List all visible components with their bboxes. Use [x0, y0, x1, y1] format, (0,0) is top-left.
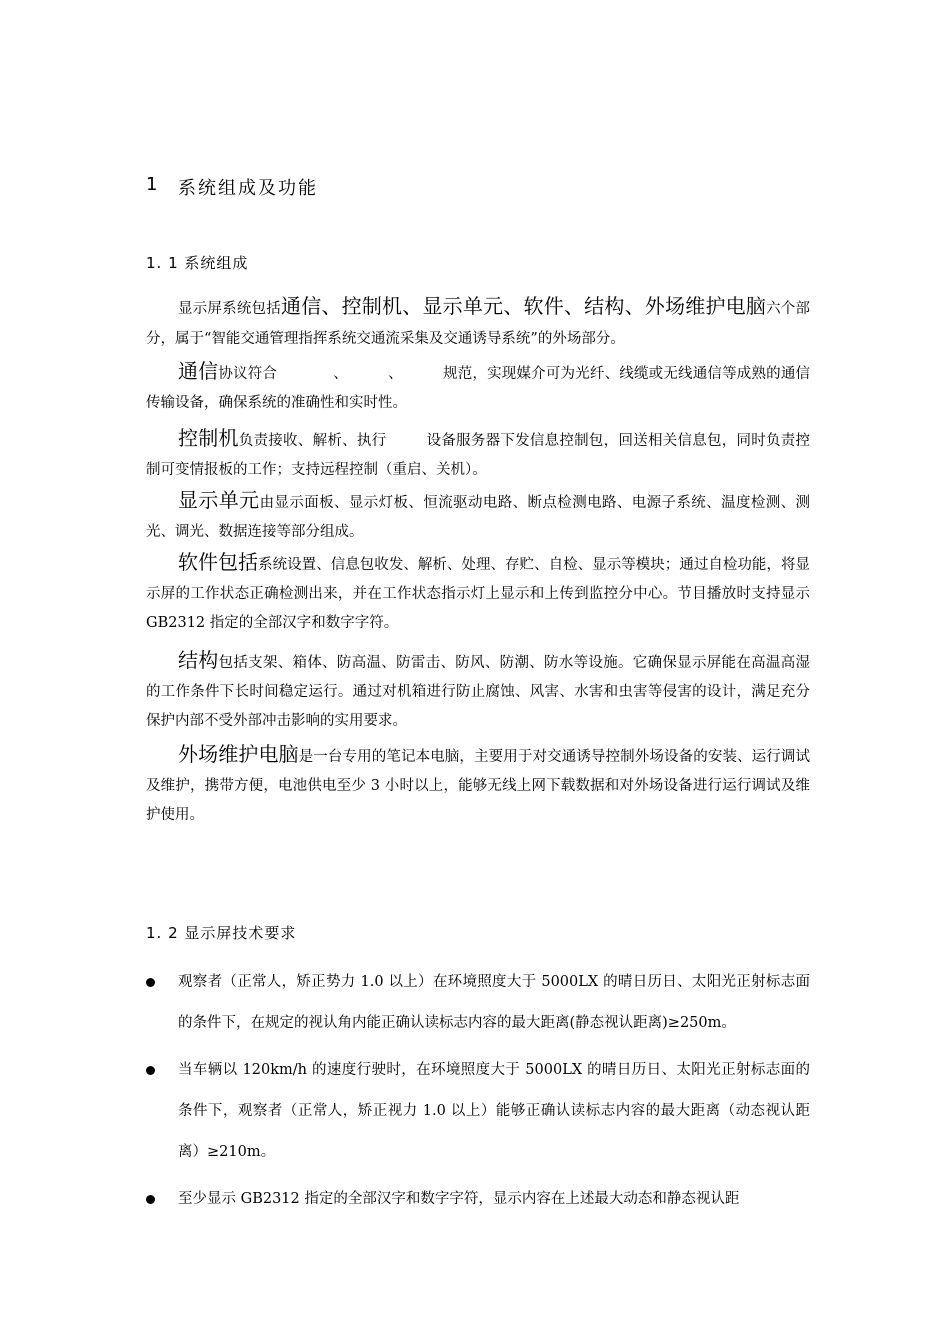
- software-term: 软件包括: [178, 550, 259, 574]
- paragraph-intro: [146, 291, 810, 354]
- paragraph-communication: [146, 357, 810, 418]
- requirement-static-distance: 观察者（正常人，矫正势力 1.0 以上）在环境照度大于 5000LX 的晴日历日、太阳光正射标志面的条件下，在规定的视认角内能正确认读标志内容的最大距离(静态视认距离)≥250m。: [178, 974, 810, 1031]
- requirements-list: [146, 962, 810, 1220]
- communication-separator-2: 、: [388, 366, 403, 382]
- list-item: [146, 962, 810, 1044]
- communication-text-a: 协议符合: [218, 366, 278, 382]
- subsection-heading-1-1: 1. 1 系统组成: [146, 254, 249, 272]
- requirement-character-set: 至少显示 GB2312 指定的全部汉字和数字字符，显示内容在上述最大动态和静态视认距: [178, 1191, 740, 1207]
- controller-text-a: 负责接收、解析、执行: [238, 433, 387, 449]
- software-text: 系统设置、信息包收发、解析、处理、存贮、自检、显示等模块；通过自检功能，将显示屏的工作状态正确检测出来，并在工作状态指示灯上显示和上传到监控分中心。节目播放时支持显示 GB2312 指定的全部汉字和数字字符。: [146, 557, 811, 631]
- requirement-dynamic-distance: 当车辆以 120km/h 的速度行驶时，在环境照度大于 5000LX 的晴日历日、太阳光正射标志面的条件下，观察者（正常人，矫正视力 1.0 以上）能够正确认读标志内容的最大距离（动态视认距离）≥210m。: [178, 1062, 810, 1160]
- controller-term: 控制机: [178, 426, 239, 450]
- field-laptop-term: 外场维护电脑: [178, 742, 299, 766]
- structure-term: 结构: [178, 648, 219, 672]
- paragraph-software: [146, 548, 810, 638]
- display-unit-term: 显示单元: [178, 488, 260, 512]
- controller-text-b: 设备服务器下发信息控制包，回送相关信息包，同时负责控制可变情报板的工作；支持远程控制（重启、关机）。: [146, 433, 811, 478]
- bullet-icon: [146, 978, 155, 987]
- communication-separator-1: 、: [333, 366, 348, 382]
- section-title: 系统组成及功能: [178, 178, 318, 199]
- communication-term: 通信: [178, 359, 219, 383]
- section-number: 1: [146, 174, 158, 195]
- paragraph-display-unit: [146, 486, 810, 547]
- display-unit-text: 由显示面板、显示灯板、恒流驱动电路、断点检测电路、电源子系统、温度检测、测光、调光、数据连接等部分组成。: [146, 495, 811, 540]
- bullet-icon: [146, 1066, 155, 1075]
- paragraph-structure: [146, 646, 810, 736]
- intro-text-a: 显示屏系统包括: [178, 301, 281, 317]
- intro-text-b: 六个部分，属于“智能交通管理指挥系统交通流采集及交通诱导系统”的外场部分。: [146, 301, 811, 347]
- bullet-icon: [146, 1195, 155, 1204]
- paragraph-field-laptop: [146, 740, 810, 830]
- structure-text: 包括支架、箱体、防高温、防雷击、防风、防潮、防水等设施。它确保显示屏能在高温高湿的工作条件下长时间稳定运行。通过对机箱进行防止腐蚀、风害、水害和虫害等侵害的设计，满足充分保护内部不受外部冲击影响的实用要求。: [146, 655, 811, 729]
- communication-text-b: 规范，实现媒介可为光纤、线缆或无线通信等成熟的通信传输设备，确保系统的准确性和实时性。: [146, 366, 811, 411]
- intro-components-emphasis: 通信、控制机、显示单元、软件、结构、外场维护电脑: [280, 294, 767, 318]
- list-item: [146, 1050, 810, 1173]
- paragraph-controller: [146, 424, 810, 485]
- field-laptop-text: 是一台专用的笔记本电脑，主要用于对交通诱导控制外场设备的安装、运行调试及维护，携带方便，电池供电至少 3 小时以上，能够无线上网下载数据和对外场设备进行运行调试及维护使用。: [146, 749, 811, 823]
- subsection-heading-1-2: 1. 2 显示屏技术要求: [146, 924, 297, 942]
- list-item: [146, 1179, 810, 1220]
